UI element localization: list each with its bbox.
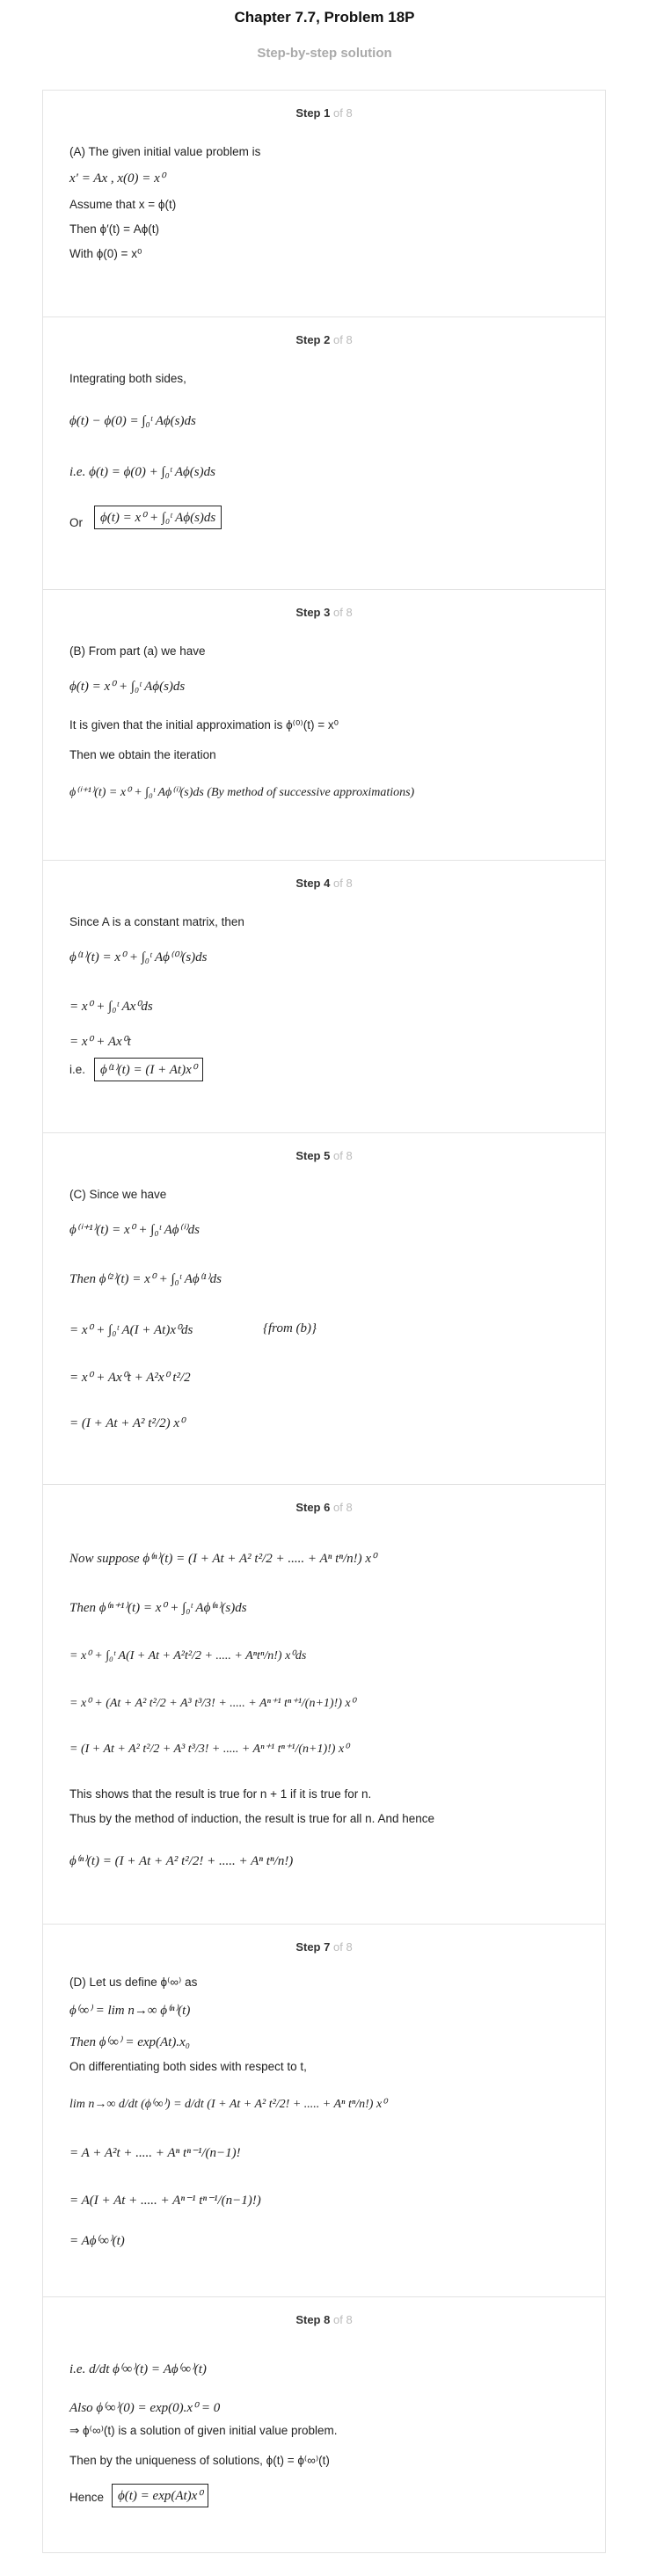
text-line: On differentiating both sides with respect to t, (69, 2060, 307, 2073)
step-heading: Step 4 of 8 (295, 877, 353, 890)
step-heading: Step 5 of 8 (295, 1149, 353, 1162)
step-card (42, 589, 606, 860)
text-line: Since A is a constant matrix, then (69, 915, 244, 928)
boxed-result: ϕ⁽¹⁾(t) = (I + At)x⁰ (94, 1058, 203, 1081)
text-line: Hence (69, 2491, 105, 2504)
text-line: With ϕ(0) = x⁰ (69, 247, 142, 260)
equation: x′ = Ax , x(0) = x⁰ (69, 171, 165, 186)
equation: = x⁰ + ∫₀ᵗ A(I + At + A²t²/2 + ..... + Aⁿtⁿ/n!) x⁰ds (69, 1649, 307, 1663)
equation: ϕ⁽ⁿ⁾(t) = (I + At + A² t²/2! + ..... + Aⁿ tⁿ/n!) (69, 1854, 294, 1868)
text-line: Then ϕ′(t) = Aϕ(t) (69, 222, 160, 236)
text-line: Then we obtain the iteration (69, 748, 216, 761)
text-line: (C) Since we have (69, 1188, 167, 1201)
equation: = (I + At + A² t²/2 + A³ t³/3! + ..... + Aⁿ⁺¹ tⁿ⁺¹/(n+1)!) x⁰ (69, 1743, 349, 1756)
text-line: This shows that the result is true for n + 1 if it is true for n. (69, 1787, 372, 1801)
equation: = (I + At + A² t²/2) x⁰ (69, 1416, 186, 1430)
equation: ϕ(t) − ϕ(0) = ∫₀ᵗ Aϕ(s)ds (69, 414, 196, 428)
equation: = x⁰ + (At + A² t²/2 + A³ t³/3! + ..... + Aⁿ⁺¹ tⁿ⁺¹/(n+1)!) x⁰ (69, 1697, 356, 1710)
step-card (42, 860, 606, 1132)
equation: = Aϕ⁽∞⁾(t) (69, 2234, 125, 2248)
step-card (42, 317, 606, 589)
step-heading: Step 2 of 8 (295, 333, 353, 346)
text-line: (B) From part (a) we have (69, 644, 206, 658)
equation: = x⁰ + Ax⁰t (69, 1035, 131, 1049)
equation: = x⁰ + ∫₀ᵗ A(I + At)x⁰ds (69, 1323, 193, 1337)
step-heading: Step 1 of 8 (295, 106, 353, 120)
page-subtitle: Step-by-step solution (257, 46, 392, 61)
text-line: (A) The given initial value problem is (69, 145, 261, 158)
text-line: i.e. (69, 1063, 86, 1076)
text-line: Then by the uniqueness of solutions, ϕ(t) = ϕ⁽∞⁾(t) (69, 2454, 330, 2467)
text-line: ⇒ ϕ⁽∞⁾(t) is a solution of given initial value problem. (69, 2424, 338, 2437)
step-heading: Step 8 of 8 (295, 2313, 353, 2326)
equation: ϕ⁽ⁱ⁺¹⁾(t) = x⁰ + ∫₀ᵗ Aϕ⁽ⁱ⁾ds (69, 1223, 200, 1237)
step-heading: Step 6 of 8 (295, 1501, 353, 1514)
step-card (42, 2296, 606, 2553)
text-line: Assume that x = ϕ(t) (69, 198, 177, 211)
equation: Then ϕ⁽²⁾(t) = x⁰ + ∫₀ᵗ Aϕ⁽¹⁾ds (69, 1272, 222, 1286)
annotation: {from (b)} (263, 1321, 317, 1335)
equation: ϕ(t) = x⁰ + ∫₀ᵗ Aϕ(s)ds (69, 680, 186, 694)
boxed-result: ϕ(t) = x⁰ + ∫₀ᵗ Aϕ(s)ds (94, 506, 222, 529)
equation: = x⁰ + Ax⁰t + A²x⁰ t²/2 (69, 1371, 191, 1385)
equation: lim n→∞ d/dt (ϕ⁽∞⁾) = d/dt (I + At + A² t²/2! + ..... + Aⁿ tⁿ/n!) x⁰ (69, 2098, 387, 2111)
equation: Then ϕ⁽∞⁾ = exp(At).x₀ (69, 2035, 190, 2049)
equation: = x⁰ + ∫₀ᵗ Ax⁰ds (69, 1000, 153, 1014)
equation: = A(I + At + ..... + Aⁿ⁻¹ tⁿ⁻¹/(n−1)!) (69, 2194, 261, 2208)
equation: = A + A²t + ..... + Aⁿ tⁿ⁻¹/(n−1)! (69, 2146, 241, 2160)
boxed-result: ϕ(t) = exp(At)x⁰ (112, 2484, 208, 2507)
equation: Now suppose ϕ⁽ⁿ⁾(t) = (I + At + A² t²/2 + ..... + Aⁿ tⁿ/n!) x⁰ (69, 1552, 377, 1566)
equation: ϕ⁽¹⁾(t) = x⁰ + ∫₀ᵗ Aϕ⁽⁰⁾(s)ds (69, 950, 208, 964)
equation: ϕ⁽ⁱ⁺¹⁾(t) = x⁰ + ∫₀ᵗ Aϕ⁽ⁱ⁾(s)ds (By method of successive approximations) (69, 786, 415, 799)
text-line: Thus by the method of induction, the result is true for all n. And hence (69, 1812, 434, 1825)
text-line: (D) Let us define ϕ⁽∞⁾ as (69, 1976, 198, 1989)
equation: Also ϕ⁽∞⁾(0) = exp(0).x⁰ = 0 (69, 2401, 221, 2415)
step-card (42, 1132, 606, 1484)
equation: ϕ⁽∞⁾ = lim n→∞ ϕ⁽ⁿ⁾(t) (69, 2004, 191, 2018)
text-line: It is given that the initial approximation is ϕ⁽⁰⁾(t) = x⁰ (69, 718, 339, 731)
text-line: Or (69, 516, 83, 529)
page-title: Chapter 7.7, Problem 18P (234, 9, 415, 25)
equation: i.e. d/dt ϕ⁽∞⁾(t) = Aϕ⁽∞⁾(t) (69, 2362, 207, 2376)
step-card (42, 1924, 606, 2296)
equation: i.e. ϕ(t) = ϕ(0) + ∫₀ᵗ Aϕ(s)ds (69, 465, 215, 479)
step-heading: Step 7 of 8 (295, 1940, 353, 1954)
step-card (42, 90, 606, 317)
step-heading: Step 3 of 8 (295, 606, 353, 619)
step-card (42, 1484, 606, 1924)
equation: Then ϕ⁽ⁿ⁺¹⁾(t) = x⁰ + ∫₀ᵗ Aϕ⁽ⁿ⁾(s)ds (69, 1601, 247, 1615)
text-line: Integrating both sides, (69, 372, 186, 385)
